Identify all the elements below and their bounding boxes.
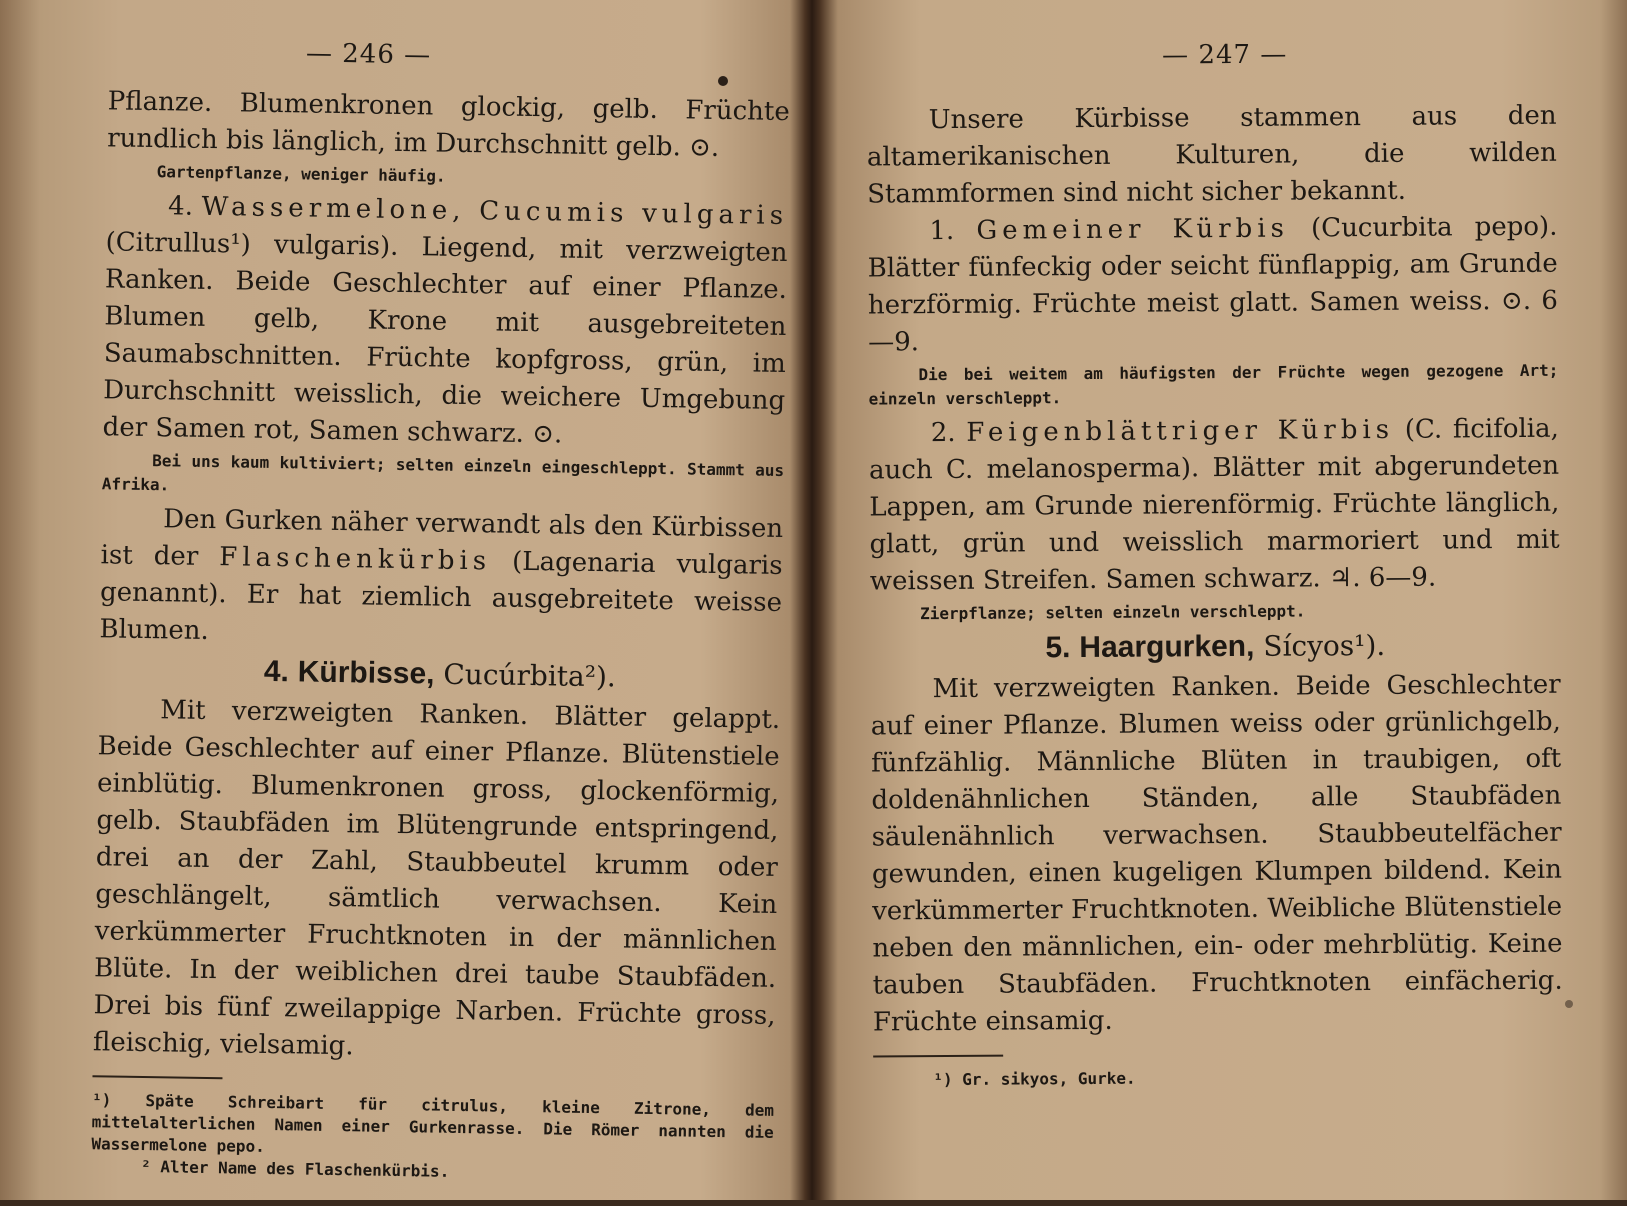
- footnote-2: ² Alter Name des Flaschenkürbis.: [140, 1157, 450, 1181]
- entry-number: 1.: [929, 215, 955, 247]
- footnote-divider: [873, 1055, 1003, 1058]
- section-heading-haargurken: [870, 626, 1560, 668]
- note: Bei uns kaum kultiviert; selten einzeln eingeschleppt. Stammt aus Afrika.: [101, 451, 785, 495]
- paragraph-text: (Lagenaria vulgaris genannt). Er hat ziemlich ausgebreitete weisse Blumen.: [99, 546, 783, 646]
- paragraph: Pflanze. Blumenkronen glockig, gelb. Früchte rundlich bis länglich, im Durchschnitt gelb. ⊙.: [106, 86, 790, 163]
- footnote-divider: [92, 1075, 222, 1079]
- species-name: Feigenblättriger Kürbis: [966, 414, 1395, 448]
- paragraph: Unsere Kürbisse stammen aus den altamerikanischen Kulturen, die wilden Stammformen sind nicht sicher bekannt.: [866, 100, 1557, 210]
- section-number: 4.: [263, 654, 290, 689]
- entry-description: (Cucurbita pepo). Blätter fünfeckig oder seicht fünflappig, am Grunde herzförmig. Früchte meist glatt. Samen weiss. ⊙. 6—9.: [867, 211, 1559, 358]
- entry-number: 2.: [930, 417, 956, 449]
- note: Zierpflanze; selten einzeln verschleppt.: [920, 601, 1306, 624]
- entry-feigenblaettriger-kuerbis: [869, 411, 1560, 601]
- right-page: [826, 0, 1627, 1203]
- left-page: [0, 0, 809, 1206]
- section-title: Kürbisse,: [297, 655, 435, 691]
- note: Die bei weitem am häufigsten der Früchte wegen gezogene Art; einzeln verschleppt.: [868, 360, 1559, 409]
- paragraph: Mit verzweigten Ranken. Blätter gelappt. Beide Geschlechter auf einer Pflanze. Blütenstiele einblütig. Blumenkronen gross, glockenförmig, gelb. Staubfäden im Blütengrunde entspringend, drei an der Zahl, Staubbeutel krumm oder geschlängelt, sämtlich verwachsen. Kein verkümmerter Fruchtknoten in der männlichen Blüte. In der weiblichen drei taube Staubfäden. Drei bis fünf zweilappige Narben. Früchte gross, fleischig, vielsamig.: [92, 695, 781, 1062]
- species-name: Flaschenkürbis: [219, 542, 492, 577]
- section-latin-name: Sícyos¹).: [1263, 628, 1386, 663]
- species-name: Wassermelone, Cucumis vulgaris: [201, 191, 789, 232]
- note: Gartenpflanze, weniger häufig.: [156, 162, 446, 186]
- section-title: Haargurken,: [1079, 629, 1255, 665]
- entry-wassermelone: [102, 187, 788, 457]
- entry-description: (C. ficifolia, auch C. melanosperma). Blätter mit abgerundeten Lappen, am Grunde nierenförmig. Früchte länglich, glatt, grün und weisslich marmoriert und mit weissen Streifen. Samen schwarz. ♃. 6—9.: [868, 413, 1560, 597]
- right-page-text: [867, 98, 1564, 1092]
- section-heading-kuerbisse: [99, 650, 781, 698]
- entry-number: 4.: [167, 191, 194, 222]
- entry-gemeiner-kuerbis: [867, 209, 1558, 362]
- section-number: 5.: [1045, 631, 1071, 665]
- species-name: Gemeiner Kürbis: [976, 213, 1290, 246]
- footnote-1: ¹) Gr. sikyos, Gurke.: [933, 1068, 1136, 1090]
- page-number-247: — 247 —: [1162, 39, 1288, 71]
- left-page-text: [91, 83, 790, 1188]
- entry-description: (Citrullus¹) vulgaris). Liegend, mit verzweigten Ranken. Beide Geschlechter auf einer Pflanze. Blumen gelb, Krone mit ausgebreiteten Saumabschnitten. Früchte kopfgross, grün, im Durchschnitt weisslich, die weichere Umgebung der Samen rot, Samen schwarz. ⊙.: [102, 227, 788, 450]
- ink-spot: [718, 76, 728, 86]
- page-number-246: — 246 —: [305, 38, 432, 71]
- paragraph-text: Den Gurken näher verwandt als den Kürbissen ist der: [100, 504, 784, 572]
- paragraph: Mit verzweigten Ranken. Beide Geschlechter auf einer Pflanze. Blumen weiss oder grünlichgelb, fünfzählig. Männliche Blüten in traubigen, oft doldenähnlichen Ständen, alle Staubfäden säulenähnlich verwachsen. Staubbeutelfächer gewunden, einen kugeligen Klumpen bildend. Kein verkümmerter Fruchtknoten. Weibliche Blütenstiele neben den männlichen, ein- oder mehrblütig. Keine tauben Staubfäden. Fruchtknoten einfächerig. Früchte einsamig.: [870, 669, 1563, 1038]
- footnote-1: ¹) Späte Schreibart für citrulus, kleine Zitrone, dem mittelalterlichen Namen einer Gurkenrasse. Die Römer nannten die Wassermelone pepo.: [91, 1090, 775, 1156]
- section-latin-name: Cucúrbita²).: [443, 657, 617, 694]
- ink-spot: [1565, 1000, 1573, 1008]
- paragraph-flaschenkuerbis: [99, 500, 783, 659]
